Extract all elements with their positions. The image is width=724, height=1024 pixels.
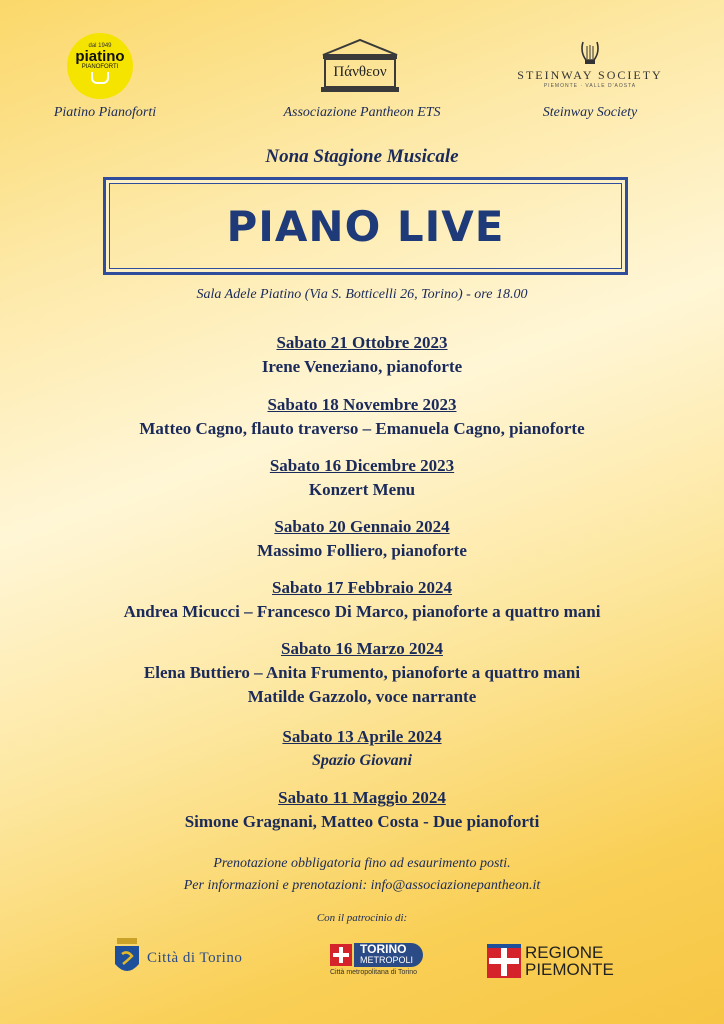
event-date: Sabato 21 Ottobre 2023: [276, 333, 448, 352]
piatino-logo-sub: PIANOFORTI: [81, 64, 119, 70]
event-item: [0, 637, 724, 709]
citta-torino-text: Città di Torino: [147, 949, 243, 966]
pedal-icon: [91, 72, 109, 84]
steinway-logo-sub: PIEMONTE · VALLE D'AOSTA: [543, 83, 637, 89]
event-date: Sabato 17 Febbraio 2024: [272, 578, 452, 597]
event-performer: Matteo Cagno, flauto traverso – Emanuela Cagno, pianoforte: [139, 419, 585, 438]
event-performer: Spazio Giovani: [311, 752, 412, 769]
sponsor-torino-metropoli: [330, 943, 423, 976]
torino-crest-icon: [113, 938, 141, 978]
event-date: Sabato 18 Novembre 2023: [267, 395, 457, 414]
event-item: [0, 515, 724, 563]
event-performer: Simone Gragnani, Matteo Costa - Due pianoforti: [184, 812, 540, 831]
title-box: [103, 177, 628, 275]
metro-caption: Città metropolitana di Torino: [330, 969, 418, 976]
event-item: [0, 725, 724, 773]
event-item: [0, 331, 724, 379]
pantheon-logo-text: Πάνθεον: [333, 64, 387, 80]
event-date: Sabato 16 Dicembre 2023: [269, 456, 455, 475]
patronage-label: Con il patrocinio di:: [316, 912, 408, 924]
event-date: Sabato 16 Marzo 2024: [281, 639, 443, 658]
event-date: Sabato 13 Aprile 2024: [282, 727, 442, 746]
partner-caption-piatino: Piatino Pianoforti: [53, 105, 157, 120]
partner-logo-piatino: [67, 33, 133, 99]
sponsor-regione-piemonte: [487, 944, 614, 978]
booking-note: Prenotazione obbligatoria fino ad esaurimento posti.: [213, 856, 511, 871]
event-performer: Andrea Micucci – Francesco Di Marco, pianoforte a quattro mani: [123, 602, 601, 621]
event-date: Sabato 11 Maggio 2024: [278, 788, 446, 807]
contact-info: Per informazioni e prenotazioni: info@associazionepantheon.it: [183, 878, 541, 893]
event-performer: Konzert Menu: [308, 480, 416, 499]
partner-caption-steinway: Steinway Society: [542, 105, 638, 120]
piatino-logo-name: piatino: [75, 48, 125, 65]
event-item: [0, 393, 724, 441]
piemonte-flag-icon: [487, 944, 521, 978]
piatino-logo-year: dal 1949: [88, 43, 112, 49]
event-performer: Matilde Gazzolo, voce narrante: [247, 687, 477, 706]
page-title: PIANO LIVE: [226, 201, 505, 251]
lyre-icon: [578, 40, 602, 66]
partner-logo-steinway: [505, 40, 675, 100]
event-date: Sabato 20 Gennaio 2024: [274, 517, 450, 536]
metro-logo-main: TORINO: [360, 942, 407, 956]
venue-line: Sala Adele Piatino (Via S. Botticelli 26, Torino) - ore 18.00: [196, 287, 528, 302]
region-line-1: REGIONE: [525, 943, 604, 962]
partner-caption-pantheon: Associazione Pantheon ETS: [283, 105, 441, 120]
event-performer: Elena Buttiero – Anita Frumento, pianoforte a quattro mani: [143, 663, 581, 682]
event-item: [0, 454, 724, 502]
event-performer: Massimo Folliero, pianoforte: [257, 541, 467, 560]
event-item: [0, 786, 724, 834]
metro-logo-sub: METROPOLI: [360, 955, 414, 965]
partner-logo-pantheon: [317, 37, 403, 97]
sponsor-citta-torino: [113, 938, 242, 978]
event-item: [0, 576, 724, 624]
steinway-logo-text: STEINWAY SOCIETY: [517, 68, 663, 82]
event-performer: Irene Veneziano, pianoforte: [261, 357, 463, 376]
red-cross-icon: [330, 944, 352, 966]
region-line-2: PIEMONTE: [525, 960, 614, 979]
season-heading: Nona Stagione Musicale: [265, 146, 459, 167]
